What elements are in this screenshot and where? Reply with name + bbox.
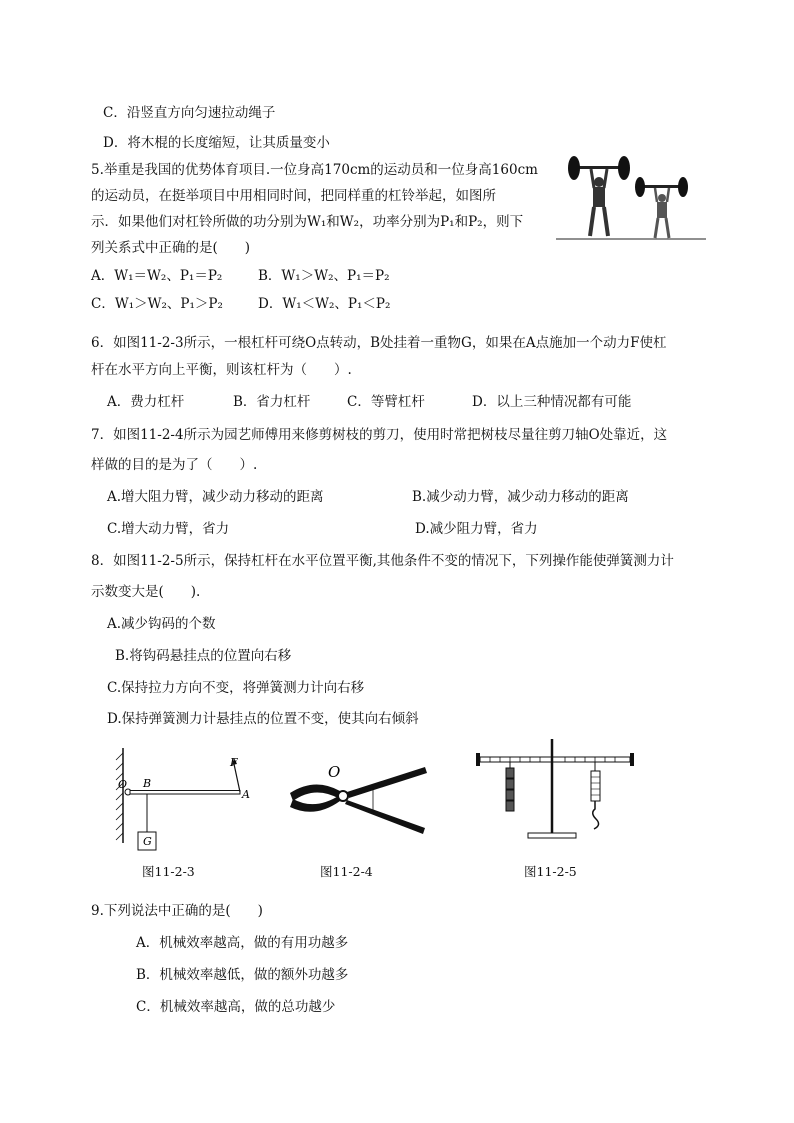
fig1-label-g: G xyxy=(143,835,152,848)
q5-option-b: B．W₁＞W₂、P₁＝P₂ xyxy=(258,268,390,284)
fig1-label-b: B xyxy=(143,777,152,790)
q4-option-d: D．将木棍的长度缩短，让其质量变小 xyxy=(103,135,330,151)
q9-option-c: C．机械效率越高，做的总功越少 xyxy=(136,999,336,1015)
fig1-label-a: A xyxy=(242,788,250,801)
q5-stem-line3: 示．如果他们对杠铃所做的功分别为W₁和W₂，功率分别为P₁和P₂，则下 xyxy=(91,214,524,230)
q6-option-a: A．费力杠杆 xyxy=(107,394,185,410)
q8-option-b: B.将钩码悬挂点的位置向右移 xyxy=(115,648,292,664)
q6-option-b: B．省力杠杆 xyxy=(233,394,311,410)
q9-stem: 9.下列说法中正确的是( ) xyxy=(91,903,263,919)
q5-stem-line4: 列关系式中正确的是( ) xyxy=(91,240,251,256)
q7-stem-line2: 样做的目的是为了（ ）. xyxy=(91,457,258,473)
q8-option-c: C.保持拉力方向不变，将弹簧测力计向右移 xyxy=(107,680,365,696)
q8-stem-line1: 8．如图11-2-5所示，保持杠杆在水平位置平衡,其他条件不变的情况下，下列操作能使弹簧测力计 xyxy=(91,553,674,569)
fig1-label-f: F xyxy=(230,756,238,769)
q5-option-d: D．W₁＜W₂、P₁＜P₂ xyxy=(258,296,391,312)
q4-option-c: C．沿竖直方向匀速拉动绳子 xyxy=(103,105,276,121)
q6-option-d: D．以上三种情况都有可能 xyxy=(472,394,632,410)
fig2-label-o: O xyxy=(328,763,341,781)
q6-option-c: C．等臂杠杆 xyxy=(347,394,425,410)
q8-stem-line2: 示数变大是( ). xyxy=(91,584,201,600)
q5-option-c: C．W₁＞W₂、P₁＞P₂ xyxy=(91,296,223,312)
q6-stem-line1: 6．如图11-2-3所示，一根杠杆可绕O点转动，B处挂着一重物G，如果在A点施加一个动力F使杠 xyxy=(91,335,667,351)
q7-stem-line1: 7．如图11-2-4所示为园艺师傅用来修剪树枝的剪刀，使用时常把树枝尽量往剪刀轴O处靠近，这 xyxy=(91,427,668,443)
q7-option-d: D.减少阻力臂，省力 xyxy=(415,521,538,537)
q6-stem-line2: 杆在水平方向上平衡，则该杠杆为（ ）. xyxy=(91,362,352,378)
figure-11-2-4-shears xyxy=(285,755,435,840)
q8-option-a: A.减少钩码的个数 xyxy=(107,616,216,632)
q8-option-d: D.保持弹簧测力计悬挂点的位置不变，使其向右倾斜 xyxy=(107,711,419,727)
q5-option-a: A．W₁＝W₂、P₁＝P₂ xyxy=(91,268,223,284)
q5-stem-line1: 5.举重是我国的优势体育项目.一位身高170cm的运动员和一位身高160cm xyxy=(91,162,538,178)
q7-option-b: B.减少动力臂，减少动力移动的距离 xyxy=(412,489,629,505)
fig1-label-o: O xyxy=(118,778,128,791)
figure-11-2-3-lever xyxy=(110,748,260,858)
figure-11-2-5-caption: 图11-2-5 xyxy=(524,864,577,879)
weightlifters-image xyxy=(556,152,706,242)
q5-stem-line2: 的运动员，在挺举项目中用相同时间，把同样重的杠铃举起，如图所 xyxy=(91,188,496,204)
q7-option-c: C.增大动力臂，省力 xyxy=(107,521,230,537)
q9-option-a: A．机械效率越高，做的有用功越多 xyxy=(136,935,349,951)
figure-11-2-3-caption: 图11-2-3 xyxy=(142,864,195,879)
figure-11-2-4-caption: 图11-2-4 xyxy=(320,864,373,879)
q7-option-a: A.增大阻力臂，减少动力移动的距离 xyxy=(107,489,324,505)
figure-11-2-5-lever-stand xyxy=(470,735,640,845)
q9-option-b: B．机械效率越低，做的额外功越多 xyxy=(136,967,349,983)
